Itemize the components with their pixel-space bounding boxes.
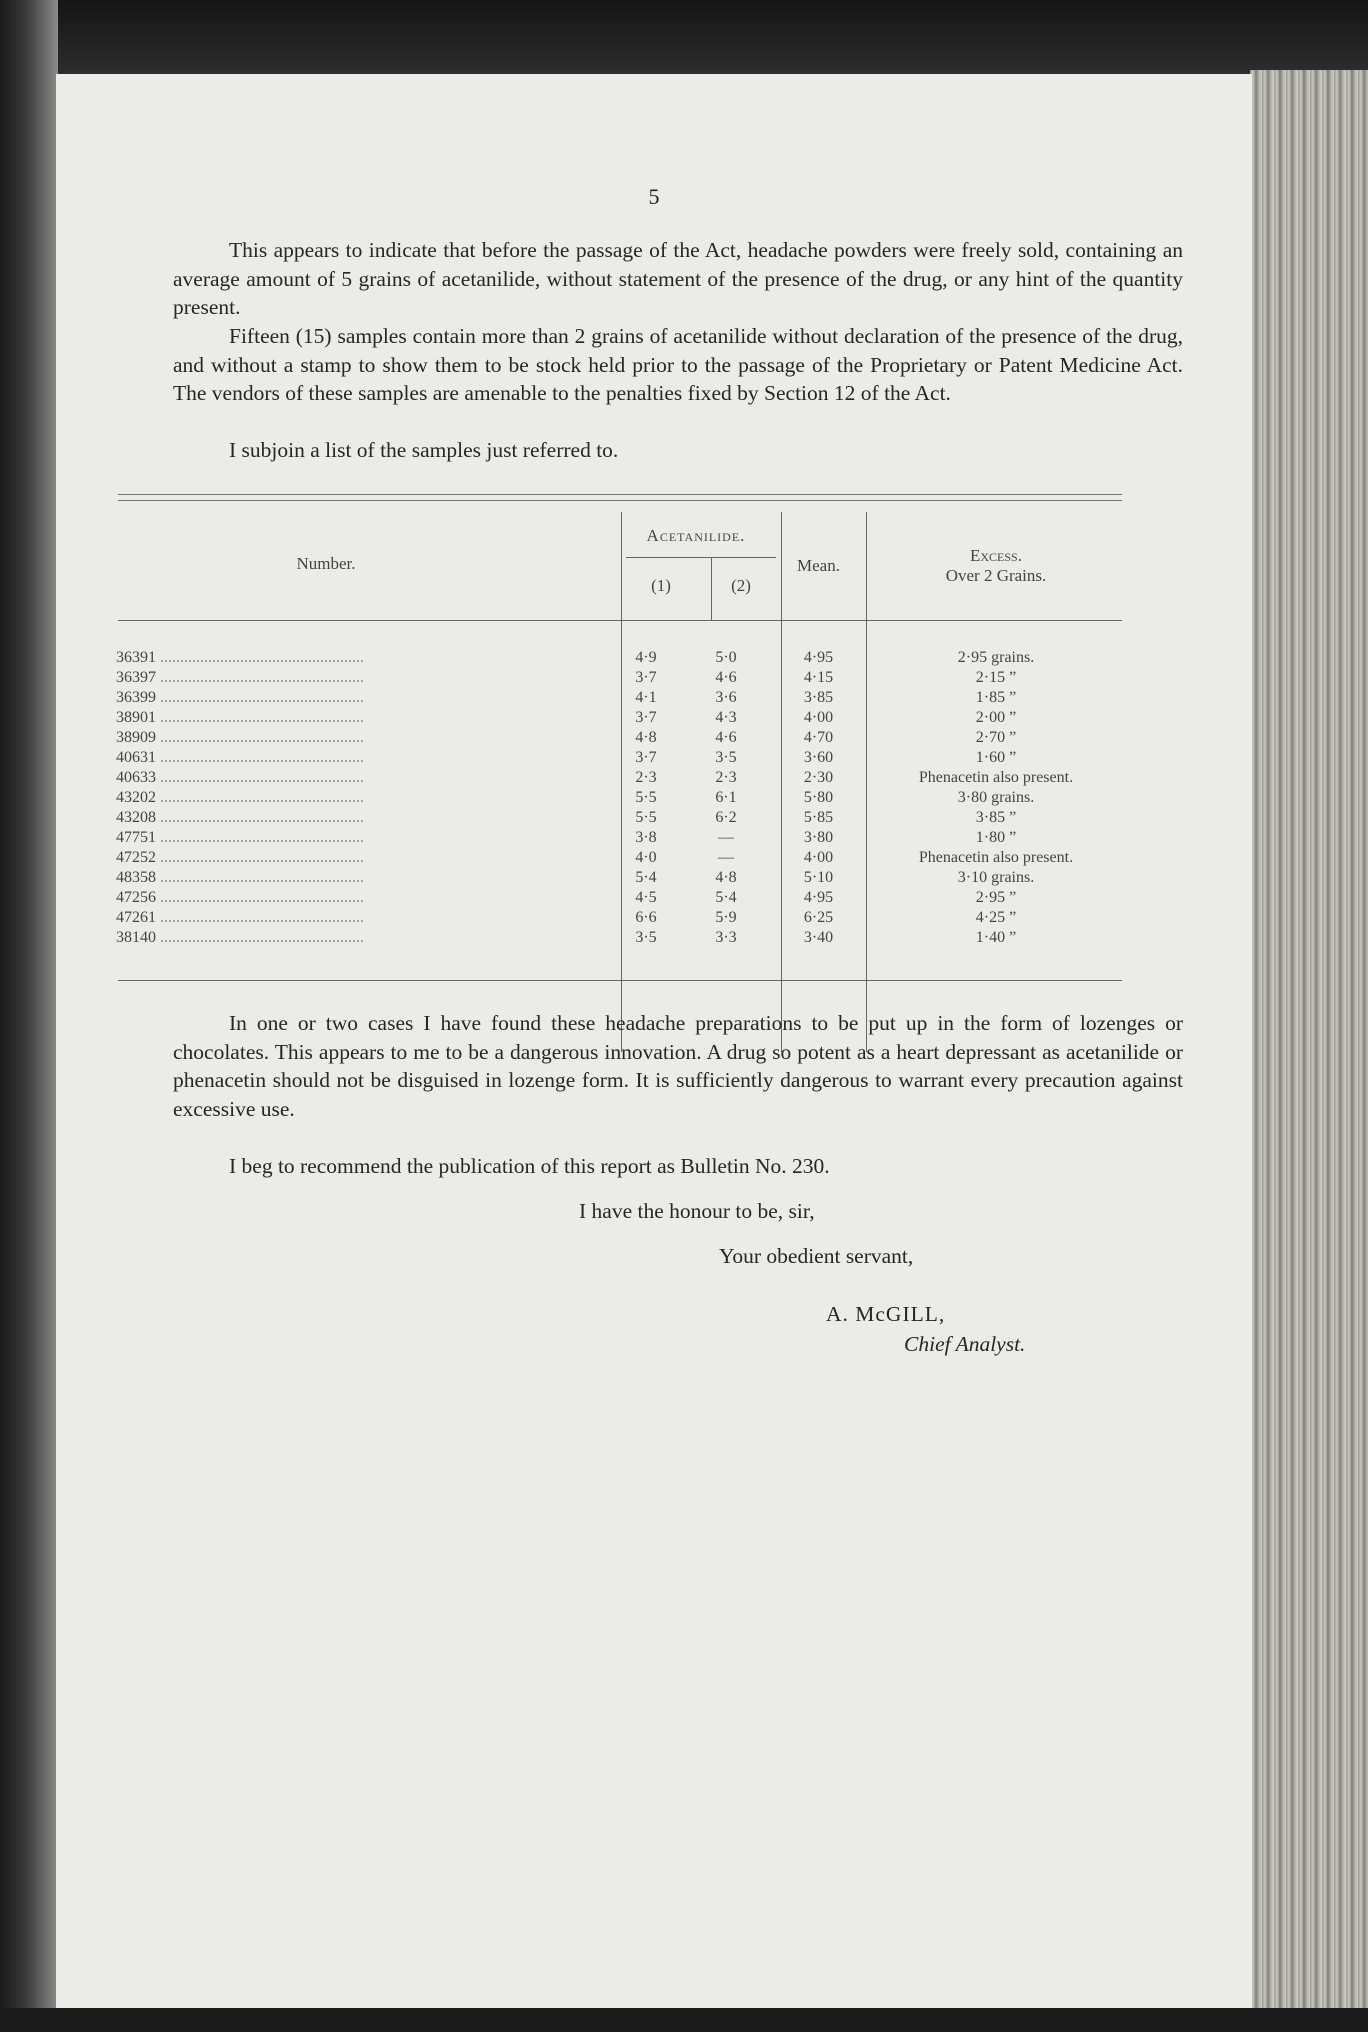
cell-a2: 2·3 <box>715 769 737 786</box>
cell-number: 43208 <box>116 809 156 826</box>
scan-top-edge <box>0 0 1368 78</box>
cell-mean: 5·10 <box>803 869 834 886</box>
acetanilide-underline <box>626 557 776 558</box>
cell-a2: 4·6 <box>715 729 737 746</box>
leader-dots: ................................................... <box>156 829 364 846</box>
cell-excess: Phenacetin also present. <box>918 849 1074 866</box>
header-acetanilide: Acetanilide. <box>646 526 746 545</box>
cell-number: 40633 <box>116 769 156 786</box>
document-page <box>56 74 1252 2008</box>
cell-a1: 3·7 <box>635 709 657 726</box>
cell-number: 47252 <box>116 849 156 866</box>
paragraph-samples: Fifteen (15) samples contain more than 2 grains of acetanilide without declaration of the presence of the drug, and without a stamp to show them to be stock held prior to the passage of the Proprietary or Patent Medicine Act. The vendors of these samples are amenable to the penalties fixed by Section 12 of the Act. <box>173 324 1183 405</box>
cell-a1: 6·6 <box>635 909 657 926</box>
cell-number: 40631 <box>116 749 156 766</box>
cell-number: 47256 <box>116 889 156 906</box>
header-mean: Mean. <box>797 556 840 575</box>
header-bottom-rule <box>118 620 1122 621</box>
scan-left-edge <box>0 0 58 2032</box>
cell-number: 47751 <box>116 829 156 846</box>
cell-excess: 3·85 ” <box>975 809 1017 826</box>
cell-excess: 4·25 ” <box>975 909 1017 926</box>
cell-mean: 4·95 <box>803 889 834 906</box>
cell-number: 48358 <box>116 869 156 886</box>
cell-number: 36397 <box>116 669 156 686</box>
cell-a2: 5·0 <box>715 649 737 666</box>
leader-dots: ................................................... <box>156 809 364 826</box>
leader-dots: ................................................... <box>156 889 364 906</box>
leader-dots: ................................................... <box>156 769 364 786</box>
cell-excess: Phenacetin also present. <box>918 769 1074 786</box>
cell-a2: — <box>718 829 734 846</box>
cell-mean: 4·70 <box>803 729 834 746</box>
header-col2: (2) <box>731 576 751 595</box>
cell-a2: 4·6 <box>715 669 737 686</box>
cell-mean: 3·60 <box>803 749 834 766</box>
cell-a2: 3·6 <box>715 689 737 706</box>
leader-dots: ................................................... <box>156 929 364 946</box>
leader-dots: ................................................... <box>156 689 364 706</box>
header-excess: Excess. <box>970 546 1022 565</box>
cell-mean: 5·80 <box>803 789 834 806</box>
leader-dots: ................................................... <box>156 669 364 686</box>
leader-dots: ................................................... <box>156 909 364 926</box>
cell-number: 38909 <box>116 729 156 746</box>
cell-a1: 5·5 <box>635 809 657 826</box>
header-excess-sub: Over 2 Grains. <box>945 566 1047 585</box>
cell-number: 36391 <box>116 649 156 666</box>
cell-number: 38901 <box>116 709 156 726</box>
cell-a1: 3·7 <box>635 749 657 766</box>
cell-a1: 3·7 <box>635 669 657 686</box>
closing-honour: I have the honour to be, sir, <box>579 1199 815 1223</box>
cell-excess: 1·80 ” <box>975 829 1017 846</box>
signature-title: Chief Analyst. <box>904 1332 1026 1356</box>
cell-mean: 3·40 <box>803 929 834 946</box>
header-number: Number. <box>296 554 356 573</box>
cell-mean: 3·80 <box>803 829 834 846</box>
cell-a2: — <box>718 849 734 866</box>
cell-number: 38140 <box>116 929 156 946</box>
cell-a2: 6·1 <box>715 789 737 806</box>
cell-excess: 1·60 ” <box>975 749 1017 766</box>
cell-excess: 1·40 ” <box>975 929 1017 946</box>
cell-a1: 2·3 <box>635 769 657 786</box>
scan-bottom-edge <box>0 2008 1368 2032</box>
col-divider-2 <box>711 557 712 620</box>
cell-mean: 5·85 <box>803 809 834 826</box>
page-number: 5 <box>648 184 660 209</box>
cell-a2: 5·9 <box>715 909 737 926</box>
cell-number: 43202 <box>116 789 156 806</box>
cell-excess: 2·00 ” <box>975 709 1017 726</box>
cell-mean: 3·85 <box>803 689 834 706</box>
paragraph-subjoin: I subjoin a list of the samples just referred to. <box>229 438 619 462</box>
table-top-rule-2 <box>118 500 1122 501</box>
table-bottom-rule <box>118 980 1122 981</box>
cell-a1: 5·5 <box>635 789 657 806</box>
cell-a1: 4·8 <box>635 729 657 746</box>
cell-a1: 4·5 <box>635 889 657 906</box>
cell-number: 47261 <box>116 909 156 926</box>
cell-mean: 4·00 <box>803 709 834 726</box>
cell-excess: 3·10 grains. <box>957 869 1035 886</box>
leader-dots: ................................................... <box>156 789 364 806</box>
header-col1: (1) <box>651 576 671 595</box>
cell-a2: 6·2 <box>715 809 737 826</box>
cell-a1: 4·9 <box>635 649 657 666</box>
paragraph-lozenges: In one or two cases I have found these headache preparations to be put up in the form of lozenges or chocolates. This appears to me to be a dangerous innovation. A drug so potent as a heart depressant as acetanilide or phenacetin should not be disguised in lozenge form. It is sufficiently dangerous to warrant every precaution against excessive use. <box>173 1011 1183 1121</box>
leader-dots: ................................................... <box>156 849 364 866</box>
cell-excess: 2·95 grains. <box>957 649 1035 666</box>
cell-a2: 4·8 <box>715 869 737 886</box>
cell-mean: 4·15 <box>803 669 834 686</box>
cell-a1: 4·0 <box>635 849 657 866</box>
cell-excess: 2·95 ” <box>975 889 1017 906</box>
cell-excess: 2·15 ” <box>975 669 1017 686</box>
paragraph-recommend: I beg to recommend the publication of this report as Bulletin No. 230. <box>229 1154 830 1178</box>
signature-name: A. McGILL, <box>826 1302 946 1326</box>
cell-a2: 4·3 <box>715 709 737 726</box>
leader-dots: ................................................... <box>156 749 364 766</box>
cell-a1: 4·1 <box>635 689 657 706</box>
cell-mean: 4·95 <box>803 649 834 666</box>
leader-dots: ................................................... <box>156 729 364 746</box>
cell-mean: 6·25 <box>803 909 834 926</box>
cell-a1: 3·5 <box>635 929 657 946</box>
cell-excess: 3·80 grains. <box>957 789 1035 806</box>
leader-dots: ................................................... <box>156 869 364 886</box>
page-stack-edge <box>1250 70 1368 2032</box>
col-divider-4 <box>866 512 867 1052</box>
cell-number: 36399 <box>116 689 156 706</box>
cell-a2: 3·3 <box>715 929 737 946</box>
cell-a2: 3·5 <box>715 749 737 766</box>
cell-a2: 5·4 <box>715 889 737 906</box>
leader-dots: ................................................... <box>156 709 364 726</box>
cell-excess: 2·70 ” <box>975 729 1017 746</box>
cell-excess: 1·85 ” <box>975 689 1017 706</box>
paragraph-intro: This appears to indicate that before the passage of the Act, headache powders were freely sold, containing an average amount of 5 grains of acetanilide, without statement of the presence of the drug, or any hint of the quantity present. <box>173 238 1183 319</box>
cell-mean: 2·30 <box>803 769 834 786</box>
cell-mean: 4·00 <box>803 849 834 866</box>
cell-a1: 3·8 <box>635 829 657 846</box>
leader-dots: ................................................... <box>156 649 364 666</box>
table-top-rule <box>118 494 1122 495</box>
cell-a1: 5·4 <box>635 869 657 886</box>
closing-servant: Your obedient servant, <box>719 1244 914 1268</box>
